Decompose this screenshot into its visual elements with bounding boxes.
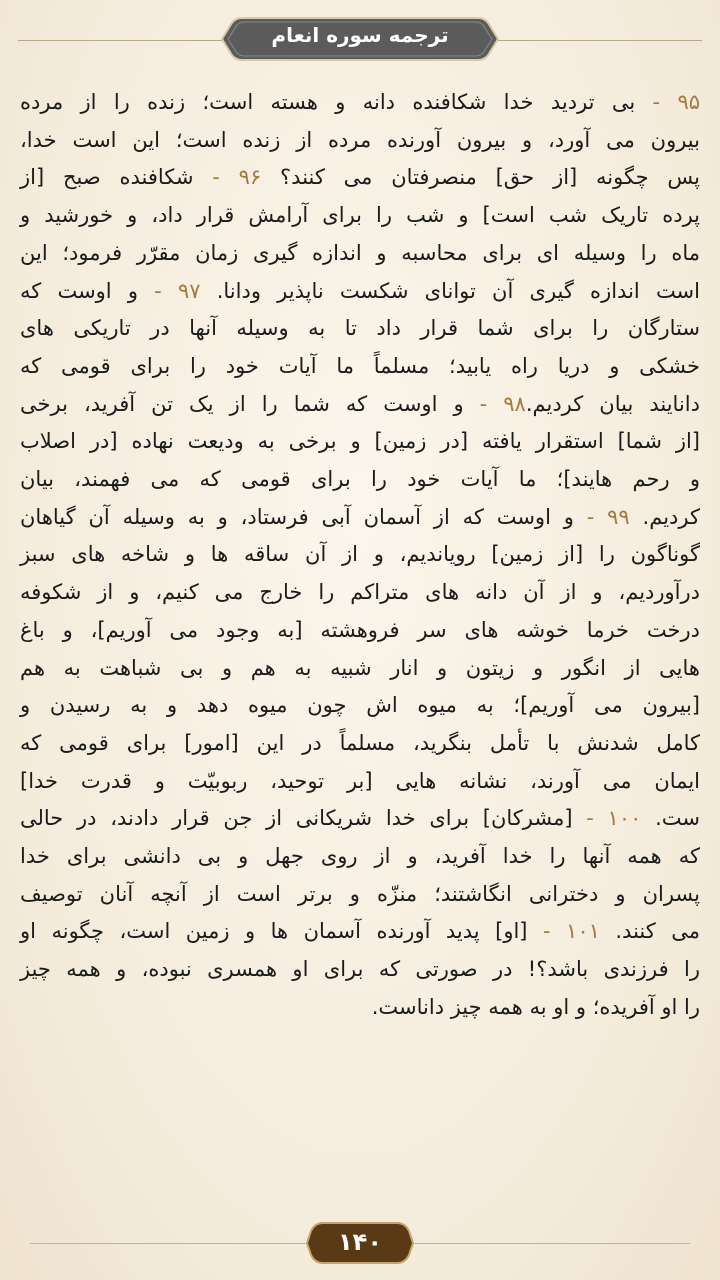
- text-segment: بیرون می آورد، و بیرون آورنده مرده از زنده است؛ این است خدا،: [20, 127, 700, 152]
- verse-number: ۹۷ -: [137, 278, 201, 303]
- text-line: [20, 687, 700, 725]
- page-number: ۱۴۰: [338, 1228, 382, 1256]
- text-line: [20, 800, 700, 838]
- text-segment: ست.: [641, 806, 700, 831]
- text-segment: کردیم.: [629, 504, 700, 529]
- text-line: [20, 838, 700, 876]
- text-line: [20, 574, 700, 612]
- text-line: [20, 386, 700, 424]
- text-line: [20, 612, 700, 650]
- text-line: [20, 725, 700, 763]
- text-line: [20, 310, 700, 348]
- text-line: [20, 650, 700, 688]
- text-segment: را او آفریده؛ و او به همه چیز داناست.: [371, 994, 700, 1019]
- text-segment: و اوست که: [20, 278, 138, 303]
- text-segment: هایی از انگور و زیتون و انار شبیه به هم و بی شباهت به هم: [20, 655, 700, 680]
- text-segment: شکافنده صبح [از: [20, 165, 194, 190]
- text-segment: ایمان می آورند، نشانه هایی [بر توحید، ربوبیّت و قدرت خدا]: [20, 768, 700, 793]
- text-line: [20, 951, 700, 989]
- text-line: [20, 423, 700, 461]
- text-segment: [از شما] استقرار یافته [در زمین] و برخی به ودیعت نهاده [در اصلاب: [20, 429, 700, 454]
- text-segment: خشکی و دریا راه یابید؛ مسلماً ما آیات خود را برای قومی که: [20, 353, 700, 378]
- translation-text: [20, 84, 700, 1027]
- verse-number: ۱۰۱ -: [527, 919, 600, 944]
- text-segment: کامل شدنش با تأمل بنگرید، مسلماً در این [امور] برای قومی که: [20, 730, 700, 755]
- text-line: [20, 159, 700, 197]
- text-segment: [مشرکان] برای خدا شریکانی از جن قرار دادند، در حالی: [20, 806, 573, 831]
- text-segment: درخت خرما خوشه های سر فروهشته [به وجود می آوریم]، و باغ: [20, 617, 700, 642]
- verse-number: ۹۸ -: [463, 391, 526, 416]
- text-line: [20, 913, 700, 951]
- text-segment: گوناگون را [از زمین] رویاندیم، و از آن ساقه ها و شاخه های سبز: [20, 542, 700, 567]
- text-line: [20, 536, 700, 574]
- verse-number: ۱۰۰ -: [572, 806, 642, 831]
- text-segment: ماه را وسیله ای برای محاسبه و اندازه گیری زمان مقرّر فرمود؛ این: [20, 240, 700, 265]
- text-segment: و اوست که از آسمان آبی فرستاد، و به وسیله آن گیاهان: [20, 504, 574, 529]
- text-segment: و رحم هایند]؛ ما آیات خود را برای قومی که می فهمند، بیان: [20, 467, 700, 492]
- text-segment: پرده تاریک شب است] و شب را برای آرامش قرار داد، و خورشید و: [20, 203, 700, 228]
- text-line: [20, 273, 700, 311]
- text-segment: پس چگونه [از حق] منصرفتان می کنند؟: [261, 165, 700, 190]
- text-segment: می کنند.: [599, 919, 700, 944]
- text-segment: ستارگان را برای شما قرار داد تا به وسیله آنها در تاریکی های: [20, 316, 700, 341]
- text-segment: پسران و دخترانی انگاشتند؛ منزّه و برتر است از آنچه آنان توصیف: [20, 881, 700, 906]
- title-plate: [220, 14, 500, 64]
- text-segment: [بیرون می آوریم]؛ به میوه اش چون میوه دهد و به رسیدن و: [20, 693, 700, 718]
- text-line: [20, 989, 700, 1027]
- text-segment: و اوست که شما را از یک تن آفرید، برخی: [20, 391, 464, 416]
- text-segment: بی تردید خدا شکافنده دانه و هسته است؛ زنده را از مرده: [20, 90, 636, 114]
- text-line: [20, 84, 700, 122]
- text-line: [20, 348, 700, 386]
- text-segment: است اندازه گیری آن توانای شکست ناپذیر ودانا.: [200, 278, 700, 303]
- text-line: [20, 461, 700, 499]
- verse-number: ۹۹ -: [573, 504, 630, 529]
- text-line: [20, 197, 700, 235]
- text-line: [20, 235, 700, 273]
- text-segment: که همه آنها را خدا آفرید، و از روی جهل و بی دانشی برای خدا: [20, 844, 700, 869]
- text-line: [20, 122, 700, 160]
- text-line: [20, 763, 700, 801]
- text-segment: را فرزندی باشد؟! در صورتی که برای او همسری نبوده، و همه چیز: [20, 957, 700, 982]
- verse-number: ۹۵ -: [635, 90, 700, 114]
- text-line: [20, 876, 700, 914]
- page-number-plate: [305, 1220, 415, 1266]
- text-line: [20, 499, 700, 537]
- page-title: ترجمه سوره انعام: [271, 23, 449, 47]
- text-segment: [او] پدید آورنده آسمان ها و زمین است، چگونه او: [20, 919, 528, 944]
- text-segment: دانایند بیان کردیم.: [525, 391, 700, 416]
- text-segment: درآوردیم، و از آن دانه های متراکم را خارج می کنیم، و از شکوفه: [20, 580, 700, 605]
- verse-number: ۹۶ -: [193, 165, 262, 190]
